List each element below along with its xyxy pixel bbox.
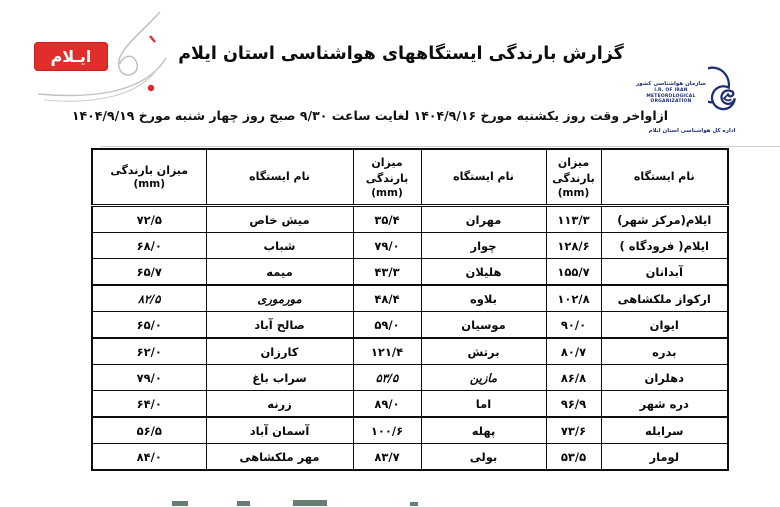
- station-name-cell: مهر ملکشاهی: [206, 444, 353, 471]
- rainfall-value-cell: ۶۵/۷: [92, 259, 206, 286]
- station-header-cell: نام ایستگاه: [601, 149, 728, 206]
- station-name-cell: برتش: [421, 338, 546, 365]
- rainfall-value-cell: ۱۰۲/۸: [546, 285, 601, 312]
- station-name-cell: سراب باغ: [206, 365, 353, 391]
- rainfall-value-cell: ۶۲/۰: [92, 338, 206, 365]
- irimo-en-line1: I.R. OF IRAN: [654, 88, 688, 93]
- rainfall-value-cell: ۸۳/۷: [353, 444, 421, 471]
- table-row: [92, 444, 728, 471]
- cutoff-footer-text-fragment: [172, 501, 188, 506]
- table-row: [92, 417, 728, 444]
- station-name-cell: چوار: [421, 233, 546, 259]
- station-name-cell: هلیلان: [421, 259, 546, 286]
- report-period-subtitle: ازاواخر وقت روز یکشنبه مورخ ۱۴۰۴/۹/۱۶ لغایت ساعت ۹/۳۰ صبح روز چهار شنبه مورخ ۱۴۰۴/۹/۱۹: [71, 108, 669, 123]
- station-name-cell: بدره: [601, 338, 728, 365]
- rainfall-value-cell: ۸۹/۰: [353, 391, 421, 418]
- station-name-cell: آسمان آباد: [206, 417, 353, 444]
- rainfall-value-cell: ۵۹/۰: [353, 312, 421, 339]
- irimo-fa-name: سازمان هواشناسی کشور: [636, 81, 706, 88]
- station-name-cell: بولی: [421, 444, 546, 471]
- station-name-cell: میش خاص: [206, 206, 353, 233]
- station-name-cell: مازین: [421, 365, 546, 391]
- rainfall-value-cell: ۱۱۳/۳: [546, 206, 601, 233]
- rainfall-value-cell: ۵۶/۵: [92, 417, 206, 444]
- amount-header-cell: میزان بارندگی (mm): [353, 149, 421, 206]
- rainfall-value-cell: ۷۹/۰: [92, 365, 206, 391]
- rainfall-value-cell: ۴۳/۳: [353, 259, 421, 286]
- rainfall-value-cell: ۸۰/۷: [546, 338, 601, 365]
- table-row: [92, 259, 728, 286]
- irimo-logo: [636, 62, 748, 146]
- rainfall-value-cell: ۶۸/۰: [92, 233, 206, 259]
- table-row: [92, 312, 728, 339]
- rainfall-value-cell: ۱۲۱/۴: [353, 338, 421, 365]
- station-name-cell: دهلران: [601, 365, 728, 391]
- rainfall-value-cell: ۶۴/۰: [92, 391, 206, 418]
- station-name-cell: اما: [421, 391, 546, 418]
- rainfall-value-cell: ۷۹/۰: [353, 233, 421, 259]
- rainfall-value-cell: ۱۲۸/۶: [546, 233, 601, 259]
- rainfall-value-cell: ۸۴/۰: [92, 444, 206, 471]
- cutoff-footer-text-fragment: [410, 502, 418, 506]
- amount-header-cell: میزان بارندگی (mm): [92, 149, 206, 206]
- rainfall-value-cell: ۷۲/۵: [92, 206, 206, 233]
- station-name-cell: آبدانان: [601, 259, 728, 286]
- tabnak-badge: ایـلام: [34, 42, 108, 71]
- cutoff-footer-text-fragment: [237, 501, 250, 506]
- irimo-en-line2: METEOROLOGICAL: [646, 93, 696, 99]
- station-name-cell: ارکواز ملکشاهی: [601, 285, 728, 312]
- station-name-cell: مورموری: [206, 285, 353, 312]
- station-name-cell: ایلام(مرکز شهر): [601, 206, 728, 233]
- table-header-row: [92, 149, 728, 206]
- rainfall-value-cell: ۸۶/۸: [546, 365, 601, 391]
- station-name-cell: صالح آباد: [206, 312, 353, 339]
- station-name-cell: میمه: [206, 259, 353, 286]
- header-divider: [100, 146, 780, 147]
- station-name-cell: لومار: [601, 444, 728, 471]
- station-name-cell: مهران: [421, 206, 546, 233]
- table-row: [92, 206, 728, 233]
- station-header-cell: نام ایستگاه: [421, 149, 546, 206]
- table-row: [92, 365, 728, 391]
- page-title: گزارش بارندگی ایستگاههای هواشناسی استان ایلام: [178, 44, 624, 64]
- rainfall-value-cell: ۳۵/۴: [353, 206, 421, 233]
- station-name-cell: زرنه: [206, 391, 353, 418]
- rainfall-table: [91, 148, 729, 471]
- rainfall-value-cell: ۱۵۵/۷: [546, 259, 601, 286]
- station-name-cell: پهله: [421, 417, 546, 444]
- table-row: [92, 338, 728, 365]
- irimo-en-line3: ORGANIZATION: [650, 99, 692, 105]
- amount-header-cell: میزان بارندگی (mm): [546, 149, 601, 206]
- rainfall-value-cell: ۷۳/۶: [546, 417, 601, 444]
- irimo-office-name: اداره کل هواشناسی استان ایلام: [648, 128, 736, 134]
- rainfall-value-cell: ۶۵/۰: [92, 312, 206, 339]
- rainfall-value-cell: ۵۳/۵: [546, 444, 601, 471]
- cutoff-footer-text-fragment: [293, 500, 327, 506]
- station-name-cell: بلاوه: [421, 285, 546, 312]
- station-name-cell: ایلام( فرودگاه ): [601, 233, 728, 259]
- rainfall-value-cell: ۹۶/۹: [546, 391, 601, 418]
- station-name-cell: ایوان: [601, 312, 728, 339]
- table-row: [92, 233, 728, 259]
- tabnak-ilam-logo: [8, 6, 178, 106]
- rainfall-value-cell: ۱۰۰/۶: [353, 417, 421, 444]
- station-name-cell: شباب: [206, 233, 353, 259]
- table-row: [92, 391, 728, 418]
- irimo-spiral-icon: [708, 62, 748, 124]
- station-name-cell: سرابله: [601, 417, 728, 444]
- station-name-cell: دره شهر: [601, 391, 728, 418]
- station-header-cell: نام ایستگاه: [206, 149, 353, 206]
- station-name-cell: موسیان: [421, 312, 546, 339]
- rainfall-value-cell: ۹۰/۰: [546, 312, 601, 339]
- rainfall-value-cell: ۴۸/۴: [353, 285, 421, 312]
- table-row: [92, 285, 728, 312]
- rainfall-value-cell: ۸۲/۵: [92, 285, 206, 312]
- rainfall-value-cell: ۵۳/۵: [353, 365, 421, 391]
- station-name-cell: کارزان: [206, 338, 353, 365]
